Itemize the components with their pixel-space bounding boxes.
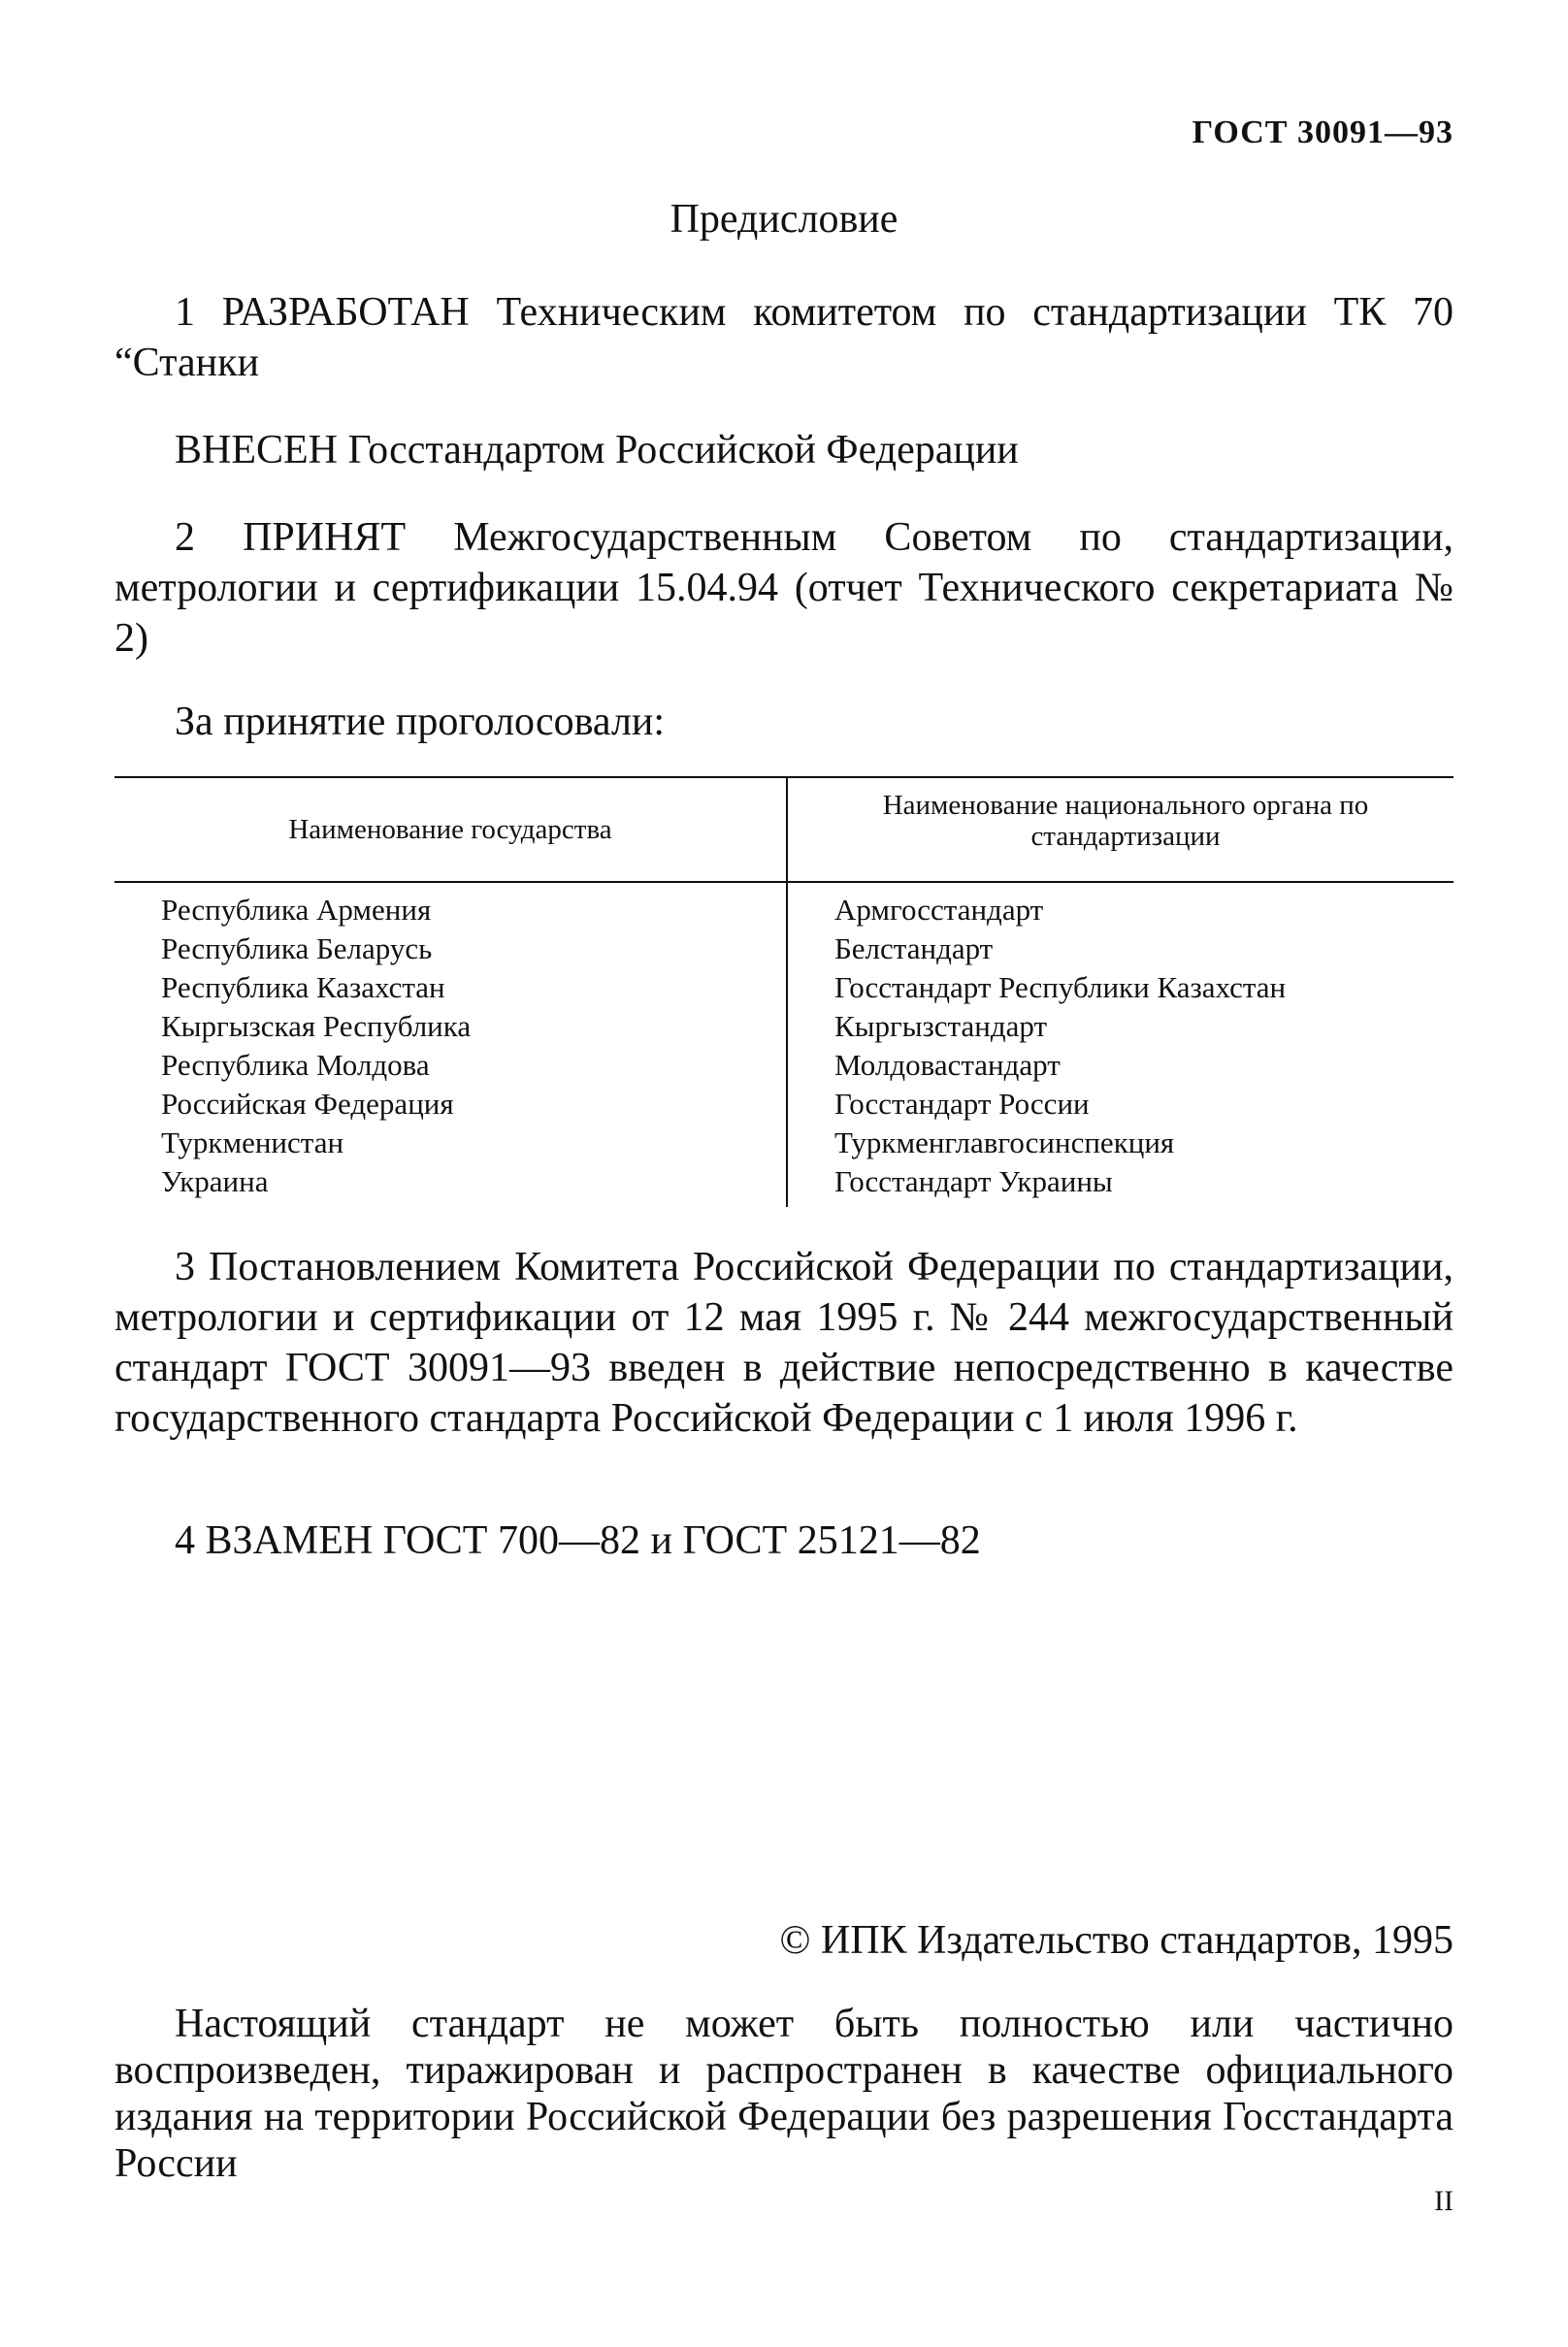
table-cell-state: Туркменистан	[161, 1125, 344, 1159]
page-number: II	[1434, 2185, 1454, 2217]
reproduction-notice: Настоящий стандарт не может быть полностью или частично воспроизведен, тиражирован и распространен в качестве официального издания на территории Российской Федерации без разрешения Госстандарта России	[114, 2002, 1454, 2186]
table-cell-state: Республика Армения	[161, 893, 432, 927]
copyright-line: © ИПК Издательство стандартов, 1995	[779, 1918, 1454, 1963]
table-cell-body: Белстандарт	[834, 931, 994, 965]
paragraph-replaces: 4 ВЗАМЕН ГОСТ 700—82 и ГОСТ 25121—82	[175, 1518, 981, 1563]
table-header-rule	[114, 881, 1454, 883]
table-header-body: Наименование национального органа по стандартизации	[882, 790, 1369, 852]
table-cell-state: Украина	[161, 1164, 269, 1198]
table-cell-body: Молдовастандарт	[834, 1048, 1061, 1082]
table-cell-state: Республика Казахстан	[161, 970, 445, 1004]
table-column-divider	[786, 776, 788, 1207]
page-title: Предисловие	[670, 197, 898, 242]
paragraph-decree: 3 Постановлением Комитета Российской Федерации по стандартизации, метрологии и сертификации от 12 мая 1995 г. № 244 межгосударственный стандарт ГОСТ 30091—93 введен в действие непосредственно в качестве государственного стандарта Российской Федерации с 1 июля 1996 г.	[114, 1245, 1454, 1441]
table-cell-body: Госстандарт Украины	[834, 1164, 1113, 1198]
table-cell-state: Кыргызская Республика	[161, 1009, 472, 1043]
table-cell-body: Армгосстандарт	[834, 893, 1044, 927]
table-cell-body: Туркменглавгосинспекция	[834, 1125, 1175, 1159]
table-cell-body: Госстандарт Республики Казахстан	[834, 970, 1287, 1004]
table-header-state: Наименование государства	[288, 814, 612, 845]
table-cell-state: Республика Молдова	[161, 1048, 430, 1082]
paragraph-introduced: ВНЕСЕН Госстандартом Российской Федерации	[175, 428, 1019, 473]
table-top-rule	[114, 776, 1454, 778]
table-cell-body: Госстандарт России	[834, 1087, 1090, 1121]
table-cell-state: Республика Беларусь	[161, 931, 433, 965]
vote-intro: За принятие проголосовали:	[175, 700, 666, 744]
table-cell-state: Российская Федерация	[161, 1087, 454, 1121]
table-cell-body: Кыргызстандарт	[834, 1009, 1047, 1043]
paragraph-adopted: 2 ПРИНЯТ Межгосударственным Советом по стандартизации, метрологии и сертификации 15.04.94 (отчет Технического секретариата № 2)	[114, 515, 1454, 661]
document-code-header: ГОСТ 30091—93	[1192, 114, 1454, 150]
paragraph-developed: 1 РАЗРАБОТАН Техническим комитетом по стандартизации ТК 70 “Станки	[114, 290, 1454, 385]
